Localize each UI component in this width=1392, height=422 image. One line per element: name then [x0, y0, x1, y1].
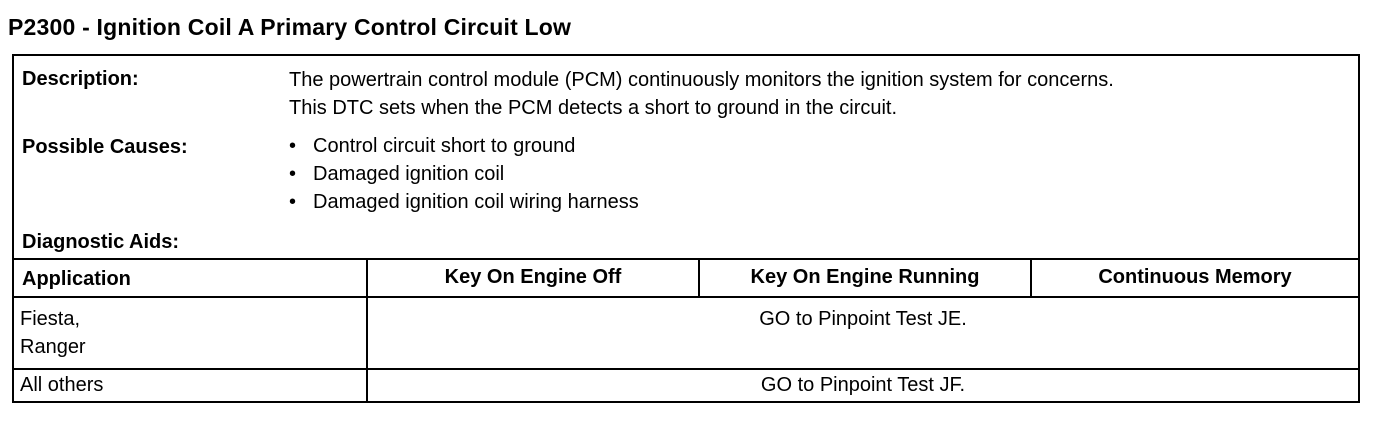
header-bottom-border: [14, 296, 1358, 298]
list-item: [289, 188, 639, 216]
page-title: P2300 - Ignition Coil A Primary Control Circuit Low: [8, 14, 572, 40]
diagnostic-aids-label: Diagnostic Aids:: [22, 231, 180, 253]
row-1-application-line-2: Ranger: [20, 336, 86, 358]
cause-text: Damaged ignition coil: [313, 163, 505, 185]
list-item: [289, 160, 639, 188]
table-top-border: [14, 258, 1358, 260]
column-header-koeo: Key On Engine Off: [444, 266, 622, 288]
bullet-icon: •: [289, 191, 297, 213]
row-2-application-line-1: All others: [20, 374, 104, 396]
description-line-1: The powertrain control module (PCM) continuously monitors the ignition system for concerns.: [289, 69, 1114, 91]
row-divider: [14, 368, 1358, 370]
bullet-icon: •: [289, 163, 297, 185]
list-item: [289, 132, 639, 160]
possible-causes-label: Possible Causes:: [22, 136, 188, 158]
column-header-koer: Key On Engine Running: [750, 266, 980, 288]
bullet-icon: •: [289, 135, 297, 157]
column-header-continuous-memory: Continuous Memory: [1098, 266, 1292, 288]
dtc-info-box: [12, 54, 1360, 403]
cause-text: Damaged ignition coil wiring harness: [313, 191, 639, 213]
row-2-action: GO to Pinpoint Test JF.: [760, 374, 966, 396]
row-1-action: GO to Pinpoint Test JE.: [759, 308, 967, 330]
column-header-application: Application: [22, 268, 131, 290]
description-label: Description:: [22, 68, 139, 90]
cause-text: Control circuit short to ground: [313, 135, 576, 157]
description-line-2: This DTC sets when the PCM detects a short to ground in the circuit.: [289, 97, 898, 119]
row-1-application-line-1: Fiesta,: [20, 308, 81, 330]
possible-causes-list: [289, 132, 639, 216]
